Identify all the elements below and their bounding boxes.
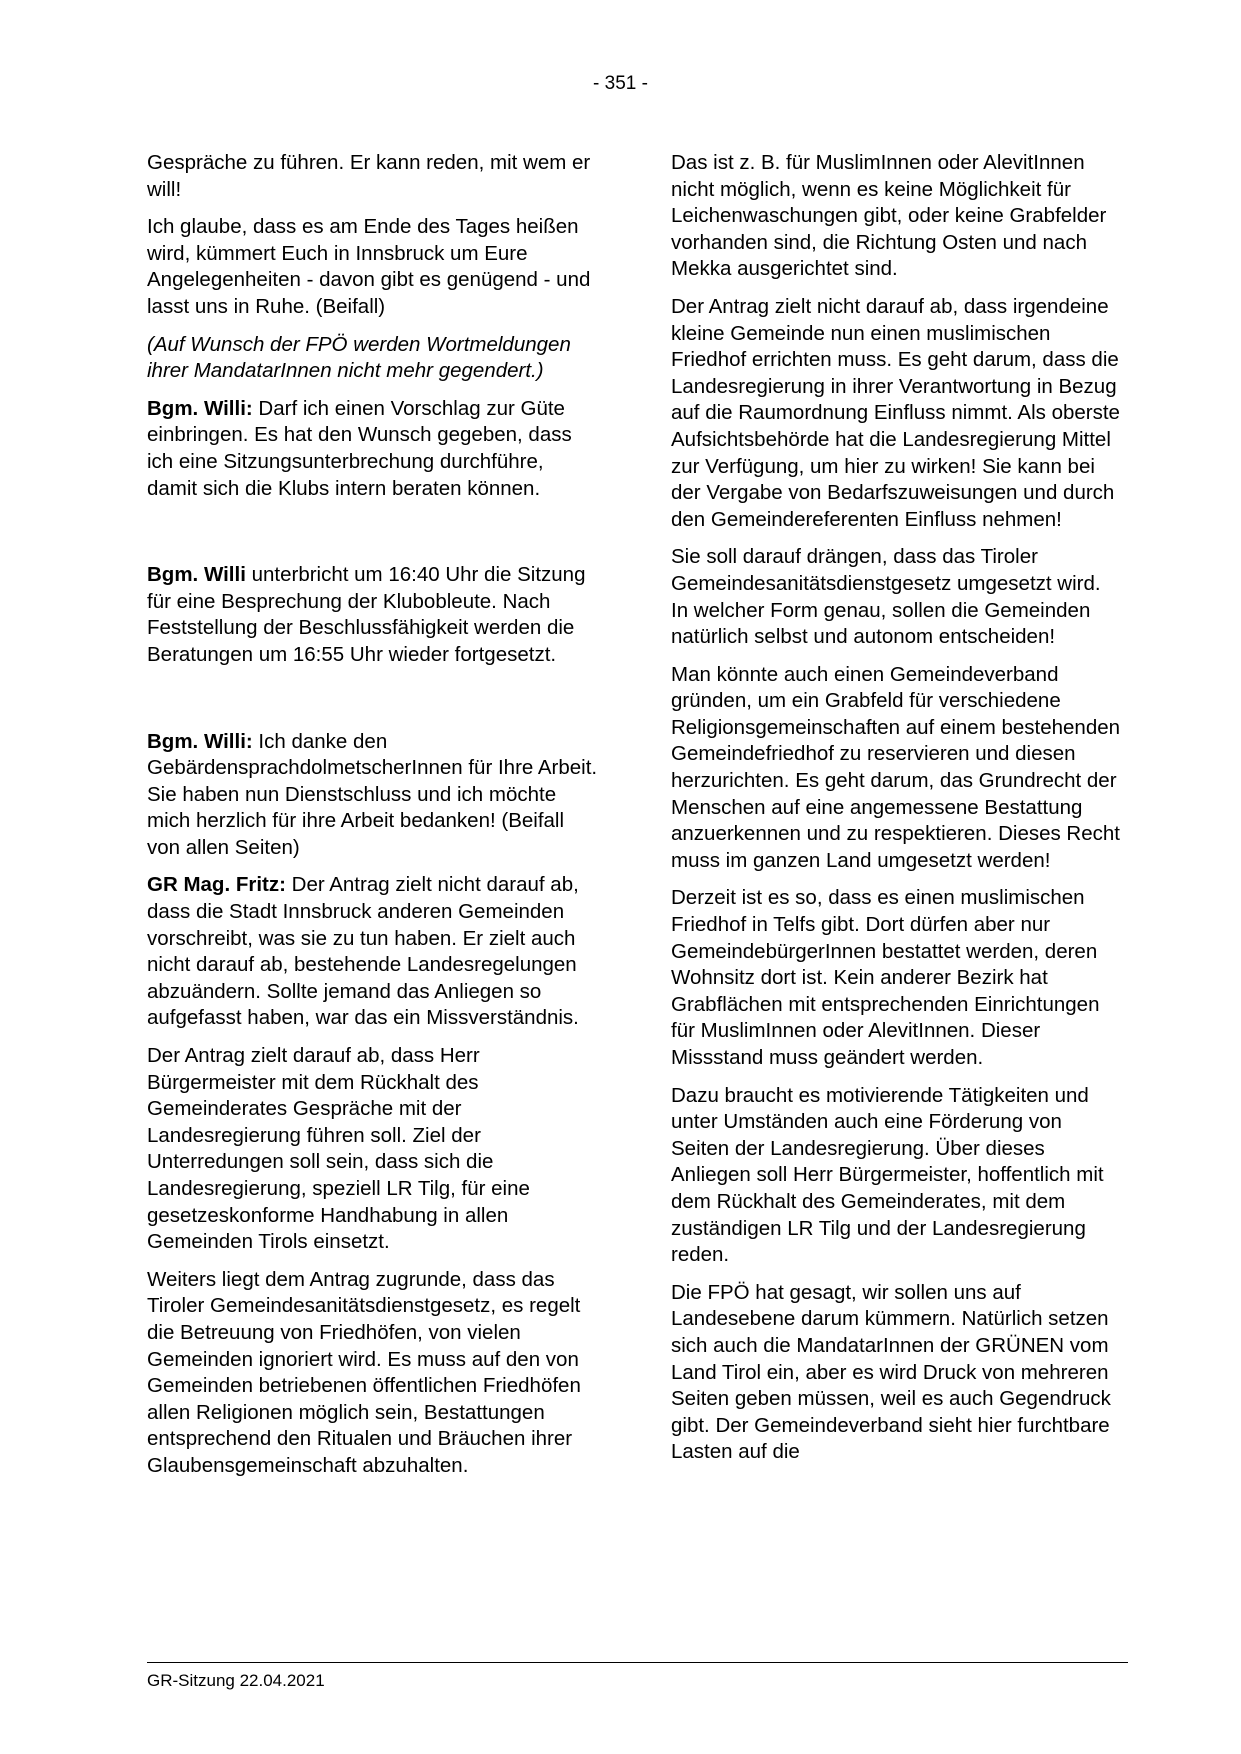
speech-text: Der Antrag zielt nicht darauf ab, dass die Stadt Innsbruck anderen Gemeinden vorschreibt, was sie zu tun haben. Er zielt auch nicht darauf ab, bestehende Landesregelungen abzuändern. Sollte jemand das Anliegen so aufgefasst haben, war das ein Missverständnis. <box>147 873 579 1030</box>
speech-text: Darf ich einen Vorschlag zur Güte einbringen. Es hat den Wunsch gegeben, dass ich eine Sitzungsunterbrechung durchführe, damit sich die Klubs intern beraten können. <box>147 396 572 500</box>
editorial-note: (Auf Wunsch der FPÖ werden Wortmeldungen ihrer MandatarInnen nicht mehr gegendert.) <box>147 332 571 383</box>
paragraph: Derzeit ist es so, dass es einen muslimischen Friedhof in Telfs gibt. Dort dürfen aber nur GemeindebürgerInnen bestattet werden, deren Wohnsitz dort ist. Kein anderer Bezirk hat Grabflächen mit entsprechenden Einrichtungen für MuslimInnen oder AlevitInnen. Dieser Missstand muss geändert werden. <box>671 886 1100 1069</box>
speaker-name: Bgm. Willi: <box>147 729 253 753</box>
paragraph: Sie soll darauf drängen, dass das Tiroler Gemeindesanitätsdienstgesetz umgesetzt wird. In welcher Form genau, sollen die Gemeinden natürlich selbst und autonom entscheiden! <box>671 545 1101 649</box>
speaker-name: GR Mag. Fritz: <box>147 873 286 897</box>
speech-paragraph <box>147 872 599 1032</box>
speech-text: Ich danke den GebärdensprachdolmetscherInnen für Ihre Arbeit. Sie haben nun Dienstschluss und ich möchte mich herzlich für ihre Arbeit bedanken! (Beifall von allen Seiten) <box>147 729 598 859</box>
paragraph: Der Antrag zielt darauf ab, dass Herr Bürgermeister mit dem Rückhalt des Gemeinderates Gespräche mit der Landesregierung führen soll. Ziel der Unterredungen soll sein, dass sich die Landesregierung, speziell LR Tilg, für eine gesetzeskonforme Handhabung in allen Gemeinden Tirols einsetzt. <box>147 1044 530 1254</box>
page-number: - 351 - <box>593 73 648 94</box>
paragraph: Das ist z. B. für MuslimInnen oder AlevitInnen nicht möglich, wenn es keine Möglichkeit für Leichenwaschungen gibt, oder keine Grabfelder vorhanden sind, die Richtung Osten und nach Mekka ausgerichtet sind. <box>671 151 1107 281</box>
paragraph: Der Antrag zielt nicht darauf ab, dass irgendeine kleine Gemeinde nun einen muslimischen Friedhof errichten muss. Es geht darum, dass die Landesregierung in ihrer Verantwortung in Bezug auf die Raumordnung Einfluss nimmt. Als oberste Aufsichtsbehörde hat die Landesregierung Mittel zur Verfügung, um hier zu wirken! Sie kann bei der Vergabe von Bedarfszuweisungen und durch den Gemeindereferenten Einfluss nehmen! <box>671 294 1120 531</box>
paragraph: Gespräche zu führen. Er kann reden, mit wem er will! <box>147 151 591 201</box>
procedure-paragraph <box>147 562 599 668</box>
footer-divider <box>147 1662 1128 1663</box>
speech-paragraph <box>147 729 599 862</box>
paragraph: Dazu braucht es motivierende Tätigkeiten und unter Umständen auch eine Förderung von Seiten der Landesregierung. Über dieses Anliegen soll Herr Bürgermeister, hoffentlich mit dem Rückhalt des Gemeinderates, mit dem zuständigen LR Tilg und der Landesregierung reden. <box>671 1083 1104 1267</box>
paragraph: Die FPÖ hat gesagt, wir sollen uns auf Landesebene darum kümmern. Natürlich setzen sich auch die MandatarInnen der GRÜNEN vom Land Tirol ein, aber es wird Druck von mehreren Seiten geben müssen, weil es auch Gegendruck gibt. Der Gemeindeverband sieht hier furchtbare Lasten auf die <box>671 1280 1111 1464</box>
paragraph: Man könnte auch einen Gemeindeverband gründen, um ein Grabfeld für verschiedene Religionsgemeinschaften auf einem bestehenden Gemeindefriedhof zu reservieren und diesen herzurichten. Es geht darum, das Grundrecht der Menschen auf eine angemessene Bestattung anzuerkennen und zu respektieren. Dieses Recht muss im ganzen Land umgesetzt werden! <box>671 662 1121 872</box>
procedure-text: unterbricht um 16:40 Uhr die Sitzung für eine Besprechung der Klubobleute. Nach Feststellung der Beschlussfähigkeit werden die Beratungen um 16:55 Uhr wieder fortgesetzt. <box>147 563 586 666</box>
paragraph: Ich glaube, dass es am Ende des Tages heißen wird, kümmert Euch in Innsbruck um Eure Angelegenheiten - davon gibt es genügend - und lasst uns in Ruhe. (Beifall) <box>147 215 591 318</box>
footer-session-date: GR-Sitzung 22.04.2021 <box>147 1671 325 1690</box>
paragraph: Weiters liegt dem Antrag zugrunde, dass das Tiroler Gemeindesanitätsdienstgesetz, es regelt die Betreuung von Friedhöfen, von vielen Gemeinden ignoriert wird. Es muss auf den von Gemeinden betriebenen öffentlichen Friedhöfen allen Religionen möglich sein, Bestattungen entsprechend den Ritualen und Bräuchen ihrer Glaubensgemeinschaft abzuhalten. <box>147 1267 581 1477</box>
left-column <box>147 150 599 1491</box>
right-column <box>671 150 1123 1477</box>
speaker-name: Bgm. Willi: <box>147 396 253 420</box>
speech-paragraph <box>147 396 599 502</box>
speaker-name: Bgm. Willi <box>147 563 246 587</box>
